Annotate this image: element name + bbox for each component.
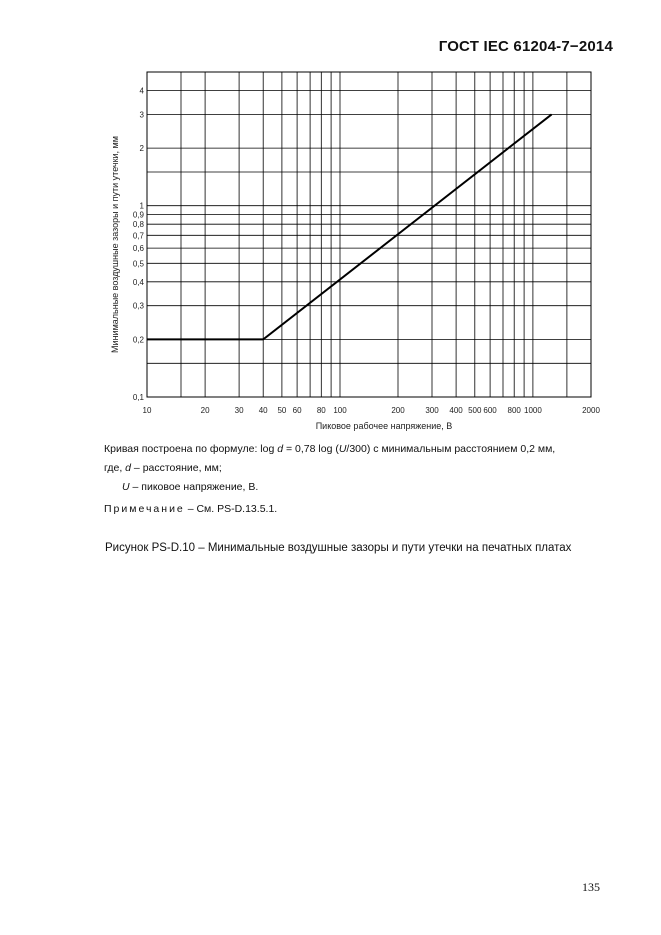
document-standard-header: ГОСТ IEC 61204-7−2014 bbox=[438, 38, 613, 55]
y-tick-label: 0,2 bbox=[132, 335, 144, 345]
u-symbol: U bbox=[122, 481, 130, 493]
x-tick-label: 400 bbox=[449, 406, 463, 415]
note-line bbox=[104, 500, 555, 519]
chart-grid bbox=[147, 72, 591, 397]
y-tick-label: 0,6 bbox=[132, 244, 144, 254]
x-tick-label: 800 bbox=[507, 406, 521, 415]
page-number: 135 bbox=[582, 880, 600, 894]
where-post: – расстояние, мм; bbox=[131, 462, 222, 474]
x-axis-label: Пиковое рабочее напряжение, В bbox=[315, 421, 453, 431]
y-tick-label: 2 bbox=[139, 144, 144, 154]
where-pre: где, bbox=[104, 462, 126, 474]
x-tick-label: 200 bbox=[391, 406, 405, 415]
y-tick-label: 3 bbox=[139, 110, 144, 120]
x-tick-label: 500 bbox=[468, 406, 482, 415]
x-tick-label: 30 bbox=[234, 406, 244, 415]
chart-tick-labels bbox=[133, 87, 601, 416]
x-tick-label: 10 bbox=[142, 406, 152, 415]
note-text: – См. PS-D.13.5.1. bbox=[184, 503, 278, 515]
x-tick-label: 1000 bbox=[524, 406, 542, 415]
x-tick-label: 300 bbox=[425, 406, 439, 415]
figure-notes bbox=[104, 440, 555, 519]
y-tick-label: 1 bbox=[139, 201, 144, 211]
formula-mid2: /300) с минимальным расстоянием 0,2 мм, bbox=[346, 443, 556, 455]
x-tick-label: 80 bbox=[316, 406, 326, 415]
y-tick-label: 0,1 bbox=[132, 393, 144, 402]
x-tick-label: 2000 bbox=[582, 406, 600, 415]
formula-pre: Кривая построена по формуле: log bbox=[104, 443, 278, 455]
formula-line bbox=[104, 440, 555, 459]
where-u-line bbox=[104, 478, 555, 497]
figure-caption: Рисунок PS-D.10 – Минимальные воздушные зазоры и пути утечки на печатных платах bbox=[105, 542, 572, 554]
y-tick-label: 0,7 bbox=[132, 231, 144, 241]
where-d: d bbox=[125, 462, 132, 474]
x-tick-label: 20 bbox=[200, 406, 210, 415]
u-description: – пиковое напряжение, В. bbox=[129, 481, 259, 493]
x-tick-label: 100 bbox=[333, 406, 347, 415]
y-tick-label: 0,4 bbox=[132, 277, 144, 287]
formula-mid1: = 0,78 log ( bbox=[283, 443, 339, 455]
y-tick-label: 0,9 bbox=[132, 210, 144, 220]
y-tick-label: 4 bbox=[139, 86, 144, 96]
clearance-chart bbox=[0, 0, 661, 440]
y-tick-label: 0,8 bbox=[132, 220, 144, 230]
note-word: Примечание bbox=[104, 503, 185, 515]
y-tick-label: 0,5 bbox=[132, 259, 144, 269]
y-axis-label: Минимальные воздушные зазоры и пути утечки, мм bbox=[110, 136, 120, 353]
formula-u: U bbox=[338, 443, 347, 455]
x-tick-label: 600 bbox=[483, 406, 497, 415]
x-tick-label: 40 bbox=[258, 406, 268, 415]
x-tick-label: 50 bbox=[277, 406, 287, 415]
where-d-line bbox=[104, 459, 555, 478]
formula-d: d bbox=[277, 443, 284, 455]
x-tick-label: 60 bbox=[292, 406, 302, 415]
y-tick-label: 0,3 bbox=[132, 301, 144, 311]
